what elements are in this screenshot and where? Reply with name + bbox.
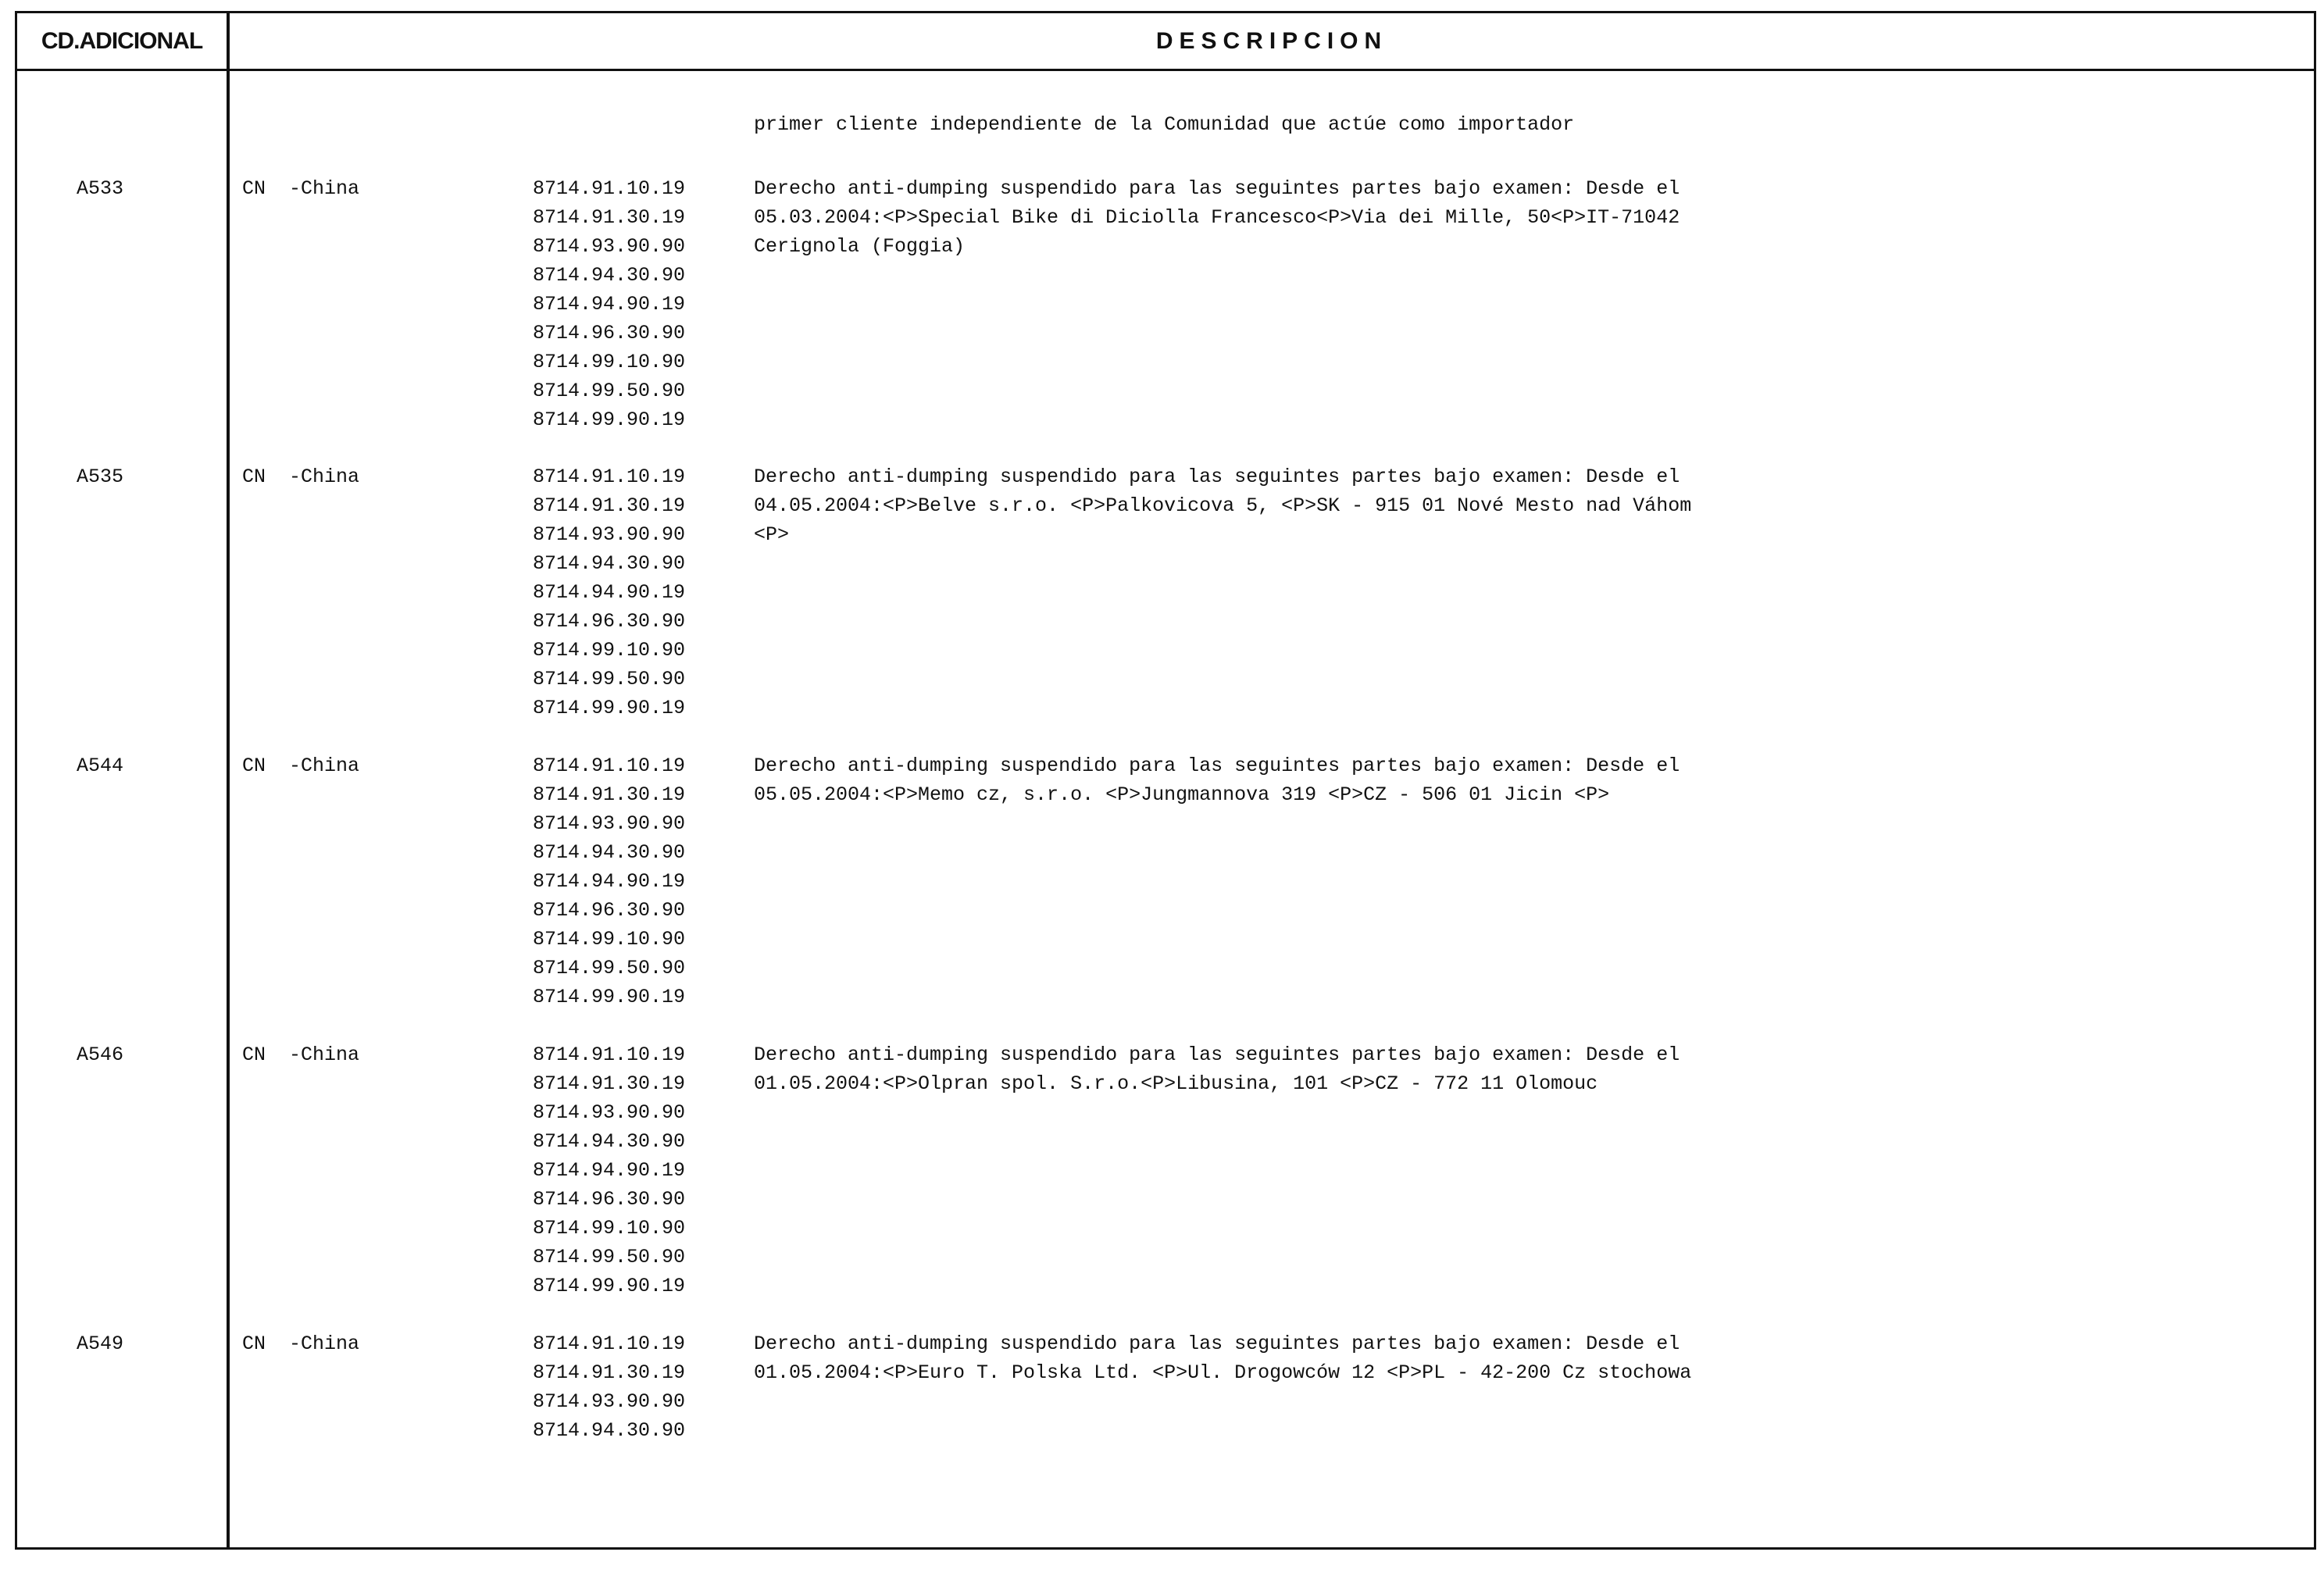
description-line: 04.05.2004:<P>Belve s.r.o. <P>Palkovicova 5, <P>SK - 915 01 Nové Mesto nad Váhom: [754, 494, 1692, 517]
tariff-code: 8714.99.50.90: [533, 957, 686, 979]
country: CN -China: [242, 466, 360, 488]
tariff-code: 8714.91.30.19: [533, 206, 686, 229]
country: CN -China: [242, 1332, 360, 1355]
description-text: [754, 1040, 1680, 1098]
tariff-code: 8714.94.30.90: [533, 1419, 686, 1442]
tariff-code: 8714.96.30.90: [533, 322, 686, 344]
description-line: Derecho anti-dumping suspendido para las seguintes partes bajo examen: Desde el: [754, 177, 1680, 200]
additional-code: A546: [77, 1044, 124, 1066]
tariff-codes: [533, 462, 685, 722]
tariff-code: 8714.94.30.90: [533, 264, 686, 287]
tariff-code: 8714.93.90.90: [533, 1101, 686, 1124]
tariff-code: 8714.91.10.19: [533, 177, 686, 200]
description-line: Derecho anti-dumping suspendido para las seguintes partes bajo examen: Desde el: [754, 1332, 1680, 1355]
additional-code: A533: [77, 177, 124, 200]
tariff-code: 8714.99.10.90: [533, 1217, 686, 1240]
tariff-code: 8714.99.90.19: [533, 986, 686, 1008]
description-text: [754, 751, 1680, 809]
tariff-codes: [533, 1040, 685, 1300]
country: CN -China: [242, 177, 360, 200]
tariff-code: 8714.94.30.90: [533, 1130, 686, 1153]
tariff-code: 8714.94.90.19: [533, 581, 686, 604]
country: CN -China: [242, 1044, 360, 1066]
header-code-column: CD.ADICIONAL: [41, 27, 203, 54]
tariff-code: 8714.91.30.19: [533, 1361, 686, 1384]
tariff-code: 8714.94.30.90: [533, 841, 686, 864]
additional-code: A549: [77, 1332, 124, 1355]
tariff-code: 8714.93.90.90: [533, 235, 686, 258]
tariff-code: 8714.91.10.19: [533, 466, 686, 488]
tariff-code: 8714.94.90.19: [533, 870, 686, 893]
tariff-code: 8714.94.90.19: [533, 293, 686, 316]
header-description-column: DESCRIPCION: [1155, 27, 1388, 54]
description-line: Derecho anti-dumping suspendido para las seguintes partes bajo examen: Desde el: [754, 466, 1680, 488]
description-line: 05.03.2004:<P>Special Bike di Diciolla Francesco<P>Via dei Mille, 50<P>IT-71042: [754, 206, 1680, 229]
tariff-codes: [533, 174, 685, 434]
tariff-code: 8714.99.50.90: [533, 1246, 686, 1268]
column-divider: [227, 13, 230, 1547]
description-line: Cerignola (Foggia): [754, 235, 966, 258]
description-line: 01.05.2004:<P>Euro T. Polska Ltd. <P>Ul. Drogowców 12 <P>PL - 42-200 Cz stochowa: [754, 1361, 1692, 1384]
tariff-code: 8714.96.30.90: [533, 899, 686, 922]
tariff-code: 8714.91.10.19: [533, 1044, 686, 1066]
tariff-code: 8714.93.90.90: [533, 812, 686, 835]
additional-code: A544: [77, 755, 124, 777]
country: CN -China: [242, 755, 360, 777]
description-text: [754, 174, 1680, 261]
continuation-text: primer cliente independiente de la Comunidad que actúe como importador: [754, 113, 1575, 136]
tariff-codes: [533, 751, 685, 1011]
tariff-codes: [533, 1329, 685, 1445]
tariff-code: 8714.99.10.90: [533, 351, 686, 373]
description-text: [754, 462, 1691, 549]
tariff-code: 8714.99.50.90: [533, 380, 686, 402]
tariff-code: 8714.94.90.19: [533, 1159, 686, 1182]
tariff-code: 8714.91.30.19: [533, 1072, 686, 1095]
tariff-code: 8714.99.90.19: [533, 408, 686, 431]
tariff-code: 8714.99.90.19: [533, 1275, 686, 1297]
description-line: Derecho anti-dumping suspendido para las seguintes partes bajo examen: Desde el: [754, 755, 1680, 777]
description-line: 01.05.2004:<P>Olpran spol. S.r.o.<P>Libusina, 101 <P>CZ - 772 11 Olomouc: [754, 1072, 1598, 1095]
tariff-code: 8714.91.10.19: [533, 755, 686, 777]
tariff-code: 8714.96.30.90: [533, 1188, 686, 1211]
tariff-code: 8714.94.30.90: [533, 552, 686, 575]
description-line: Derecho anti-dumping suspendido para las seguintes partes bajo examen: Desde el: [754, 1044, 1680, 1066]
tariff-code: 8714.96.30.90: [533, 610, 686, 633]
tariff-code: 8714.91.30.19: [533, 494, 686, 517]
tariff-code: 8714.91.10.19: [533, 1332, 686, 1355]
table-header: [17, 13, 2314, 71]
tariff-code: 8714.99.10.90: [533, 928, 686, 951]
description-line: <P>: [754, 523, 790, 546]
description-line: 05.05.2004:<P>Memo cz, s.r.o. <P>Jungmannova 319 <P>CZ - 506 01 Jicin <P>: [754, 783, 1610, 806]
tariff-code: 8714.99.50.90: [533, 668, 686, 690]
tariff-code: 8714.99.10.90: [533, 639, 686, 662]
tariff-code: 8714.93.90.90: [533, 1390, 686, 1413]
tariff-code: 8714.99.90.19: [533, 697, 686, 719]
additional-code: A535: [77, 466, 124, 488]
description-text: [754, 1329, 1691, 1387]
tariff-code: 8714.93.90.90: [533, 523, 686, 546]
tariff-code: 8714.91.30.19: [533, 783, 686, 806]
